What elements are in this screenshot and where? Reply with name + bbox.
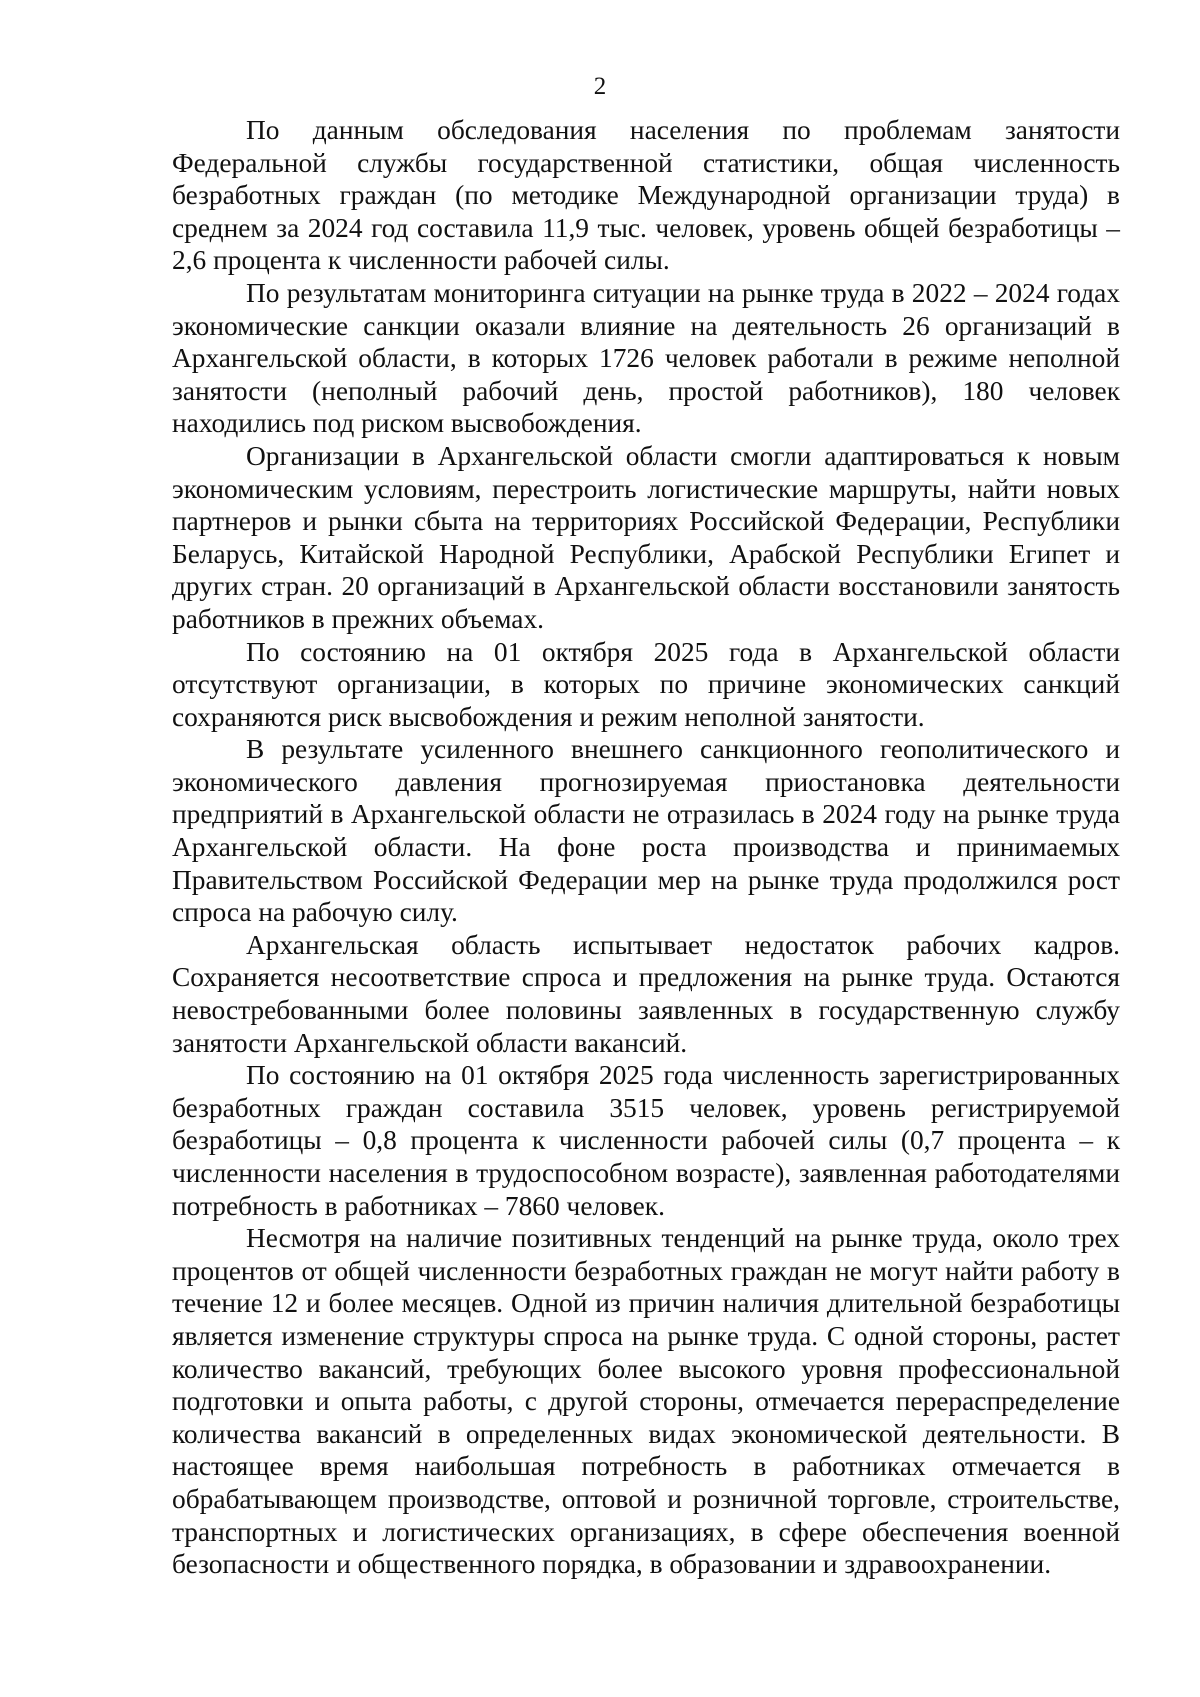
paragraph-worker-shortage: Архангельская область испытывает недостаток рабочих кадров. Сохраняется несоответствие спроса и предложения на рынке труда. Остаются невостребованными более половины заявленных в государственную службу занятости Архангельской области вакансий. — [172, 929, 1120, 1058]
paragraph-organizations-adaptation: Организации в Архангельской области смогли адаптироваться к новым экономическим условиям, перестроить логистические маршруты, найти новых партнеров и рынки сбыта на территориях Российской Федерации, Республики Беларусь, Китайской Народной Республики, Арабской Республики Египет и других стран. 20 организаций в Архангельской области восстановили занятость работников в прежних объемах. — [172, 440, 1120, 634]
paragraph-registered-unemployment: По состоянию на 01 октября 2025 года численность зарегистрированных безработных граждан составила 3515 человек, уровень регистрируемой безработицы – 0,8 процента к численности рабочей силы (0,7 процента – к численности населения в трудоспособном возрасте), заявленная работодателями потребность в работниках – 7860 человек. — [172, 1060, 1120, 1221]
paragraph-current-status: По состоянию на 01 октября 2025 года в Архангельской области отсутствуют организации, в которых по причине экономических санкций сохраняются риск высвобождения и режим неполной занятости. — [172, 636, 1120, 732]
paragraph-unemployment-survey: По данным обследования населения по проблемам занятости Федеральной службы государственной статистики, общая численность безработных граждан (по методике Международной организации труда) в среднем за 2024 год составила 11,9 тыс. человек, уровень общей безработицы – 2,6 процента к численности рабочей силы. — [172, 115, 1120, 276]
paragraph-long-term-unemployment: Несмотря на наличие позитивных тенденций на рынке труда, около трех процентов от общей численности безработных граждан не могут найти работу в течение 12 и более месяцев. Одной из причин наличия длительной безработицы является изменение структуры спроса на рынке труда. С одной стороны, растет количество вакансий, требующих более высокого уровня профессиональной подготовки и опыта работы, с другой стороны, отмечается перераспределение количества вакансий в определенных видах экономической деятельности. В настоящее время наибольшая потребность в работниках отмечается в обрабатывающем производстве, оптовой и розничной торговле, строительстве, транспортных и логистических организациях, в сфере обеспечения военной безопасности и общественного порядка, в образовании и здравоохранении. — [172, 1223, 1120, 1580]
page-number: 2 — [593, 73, 607, 100]
paragraph-sanctions-monitoring: По результатам мониторинга ситуации на рынке труда в 2022 – 2024 годах экономические санкции оказали влияние на деятельность 26 организаций в Архангельской области, в которых 1726 человек работали в режиме неполной занятости (неполный рабочий день, простой работников), 180 человек находились под риском высвобождения. — [172, 277, 1120, 439]
document-body — [172, 114, 1120, 1581]
paragraph-labor-market-pressure: В результате усиленного внешнего санкционного геополитического и экономического давления прогнозируемая приостановка деятельности предприятий в Архангельской области не отразилась в 2024 году на рынке труда Архангельской области. На фоне роста производства и принимаемых Правительством Российской Федерации мер на рынке труда продолжился рост спроса на рабочую силу. — [172, 734, 1120, 928]
